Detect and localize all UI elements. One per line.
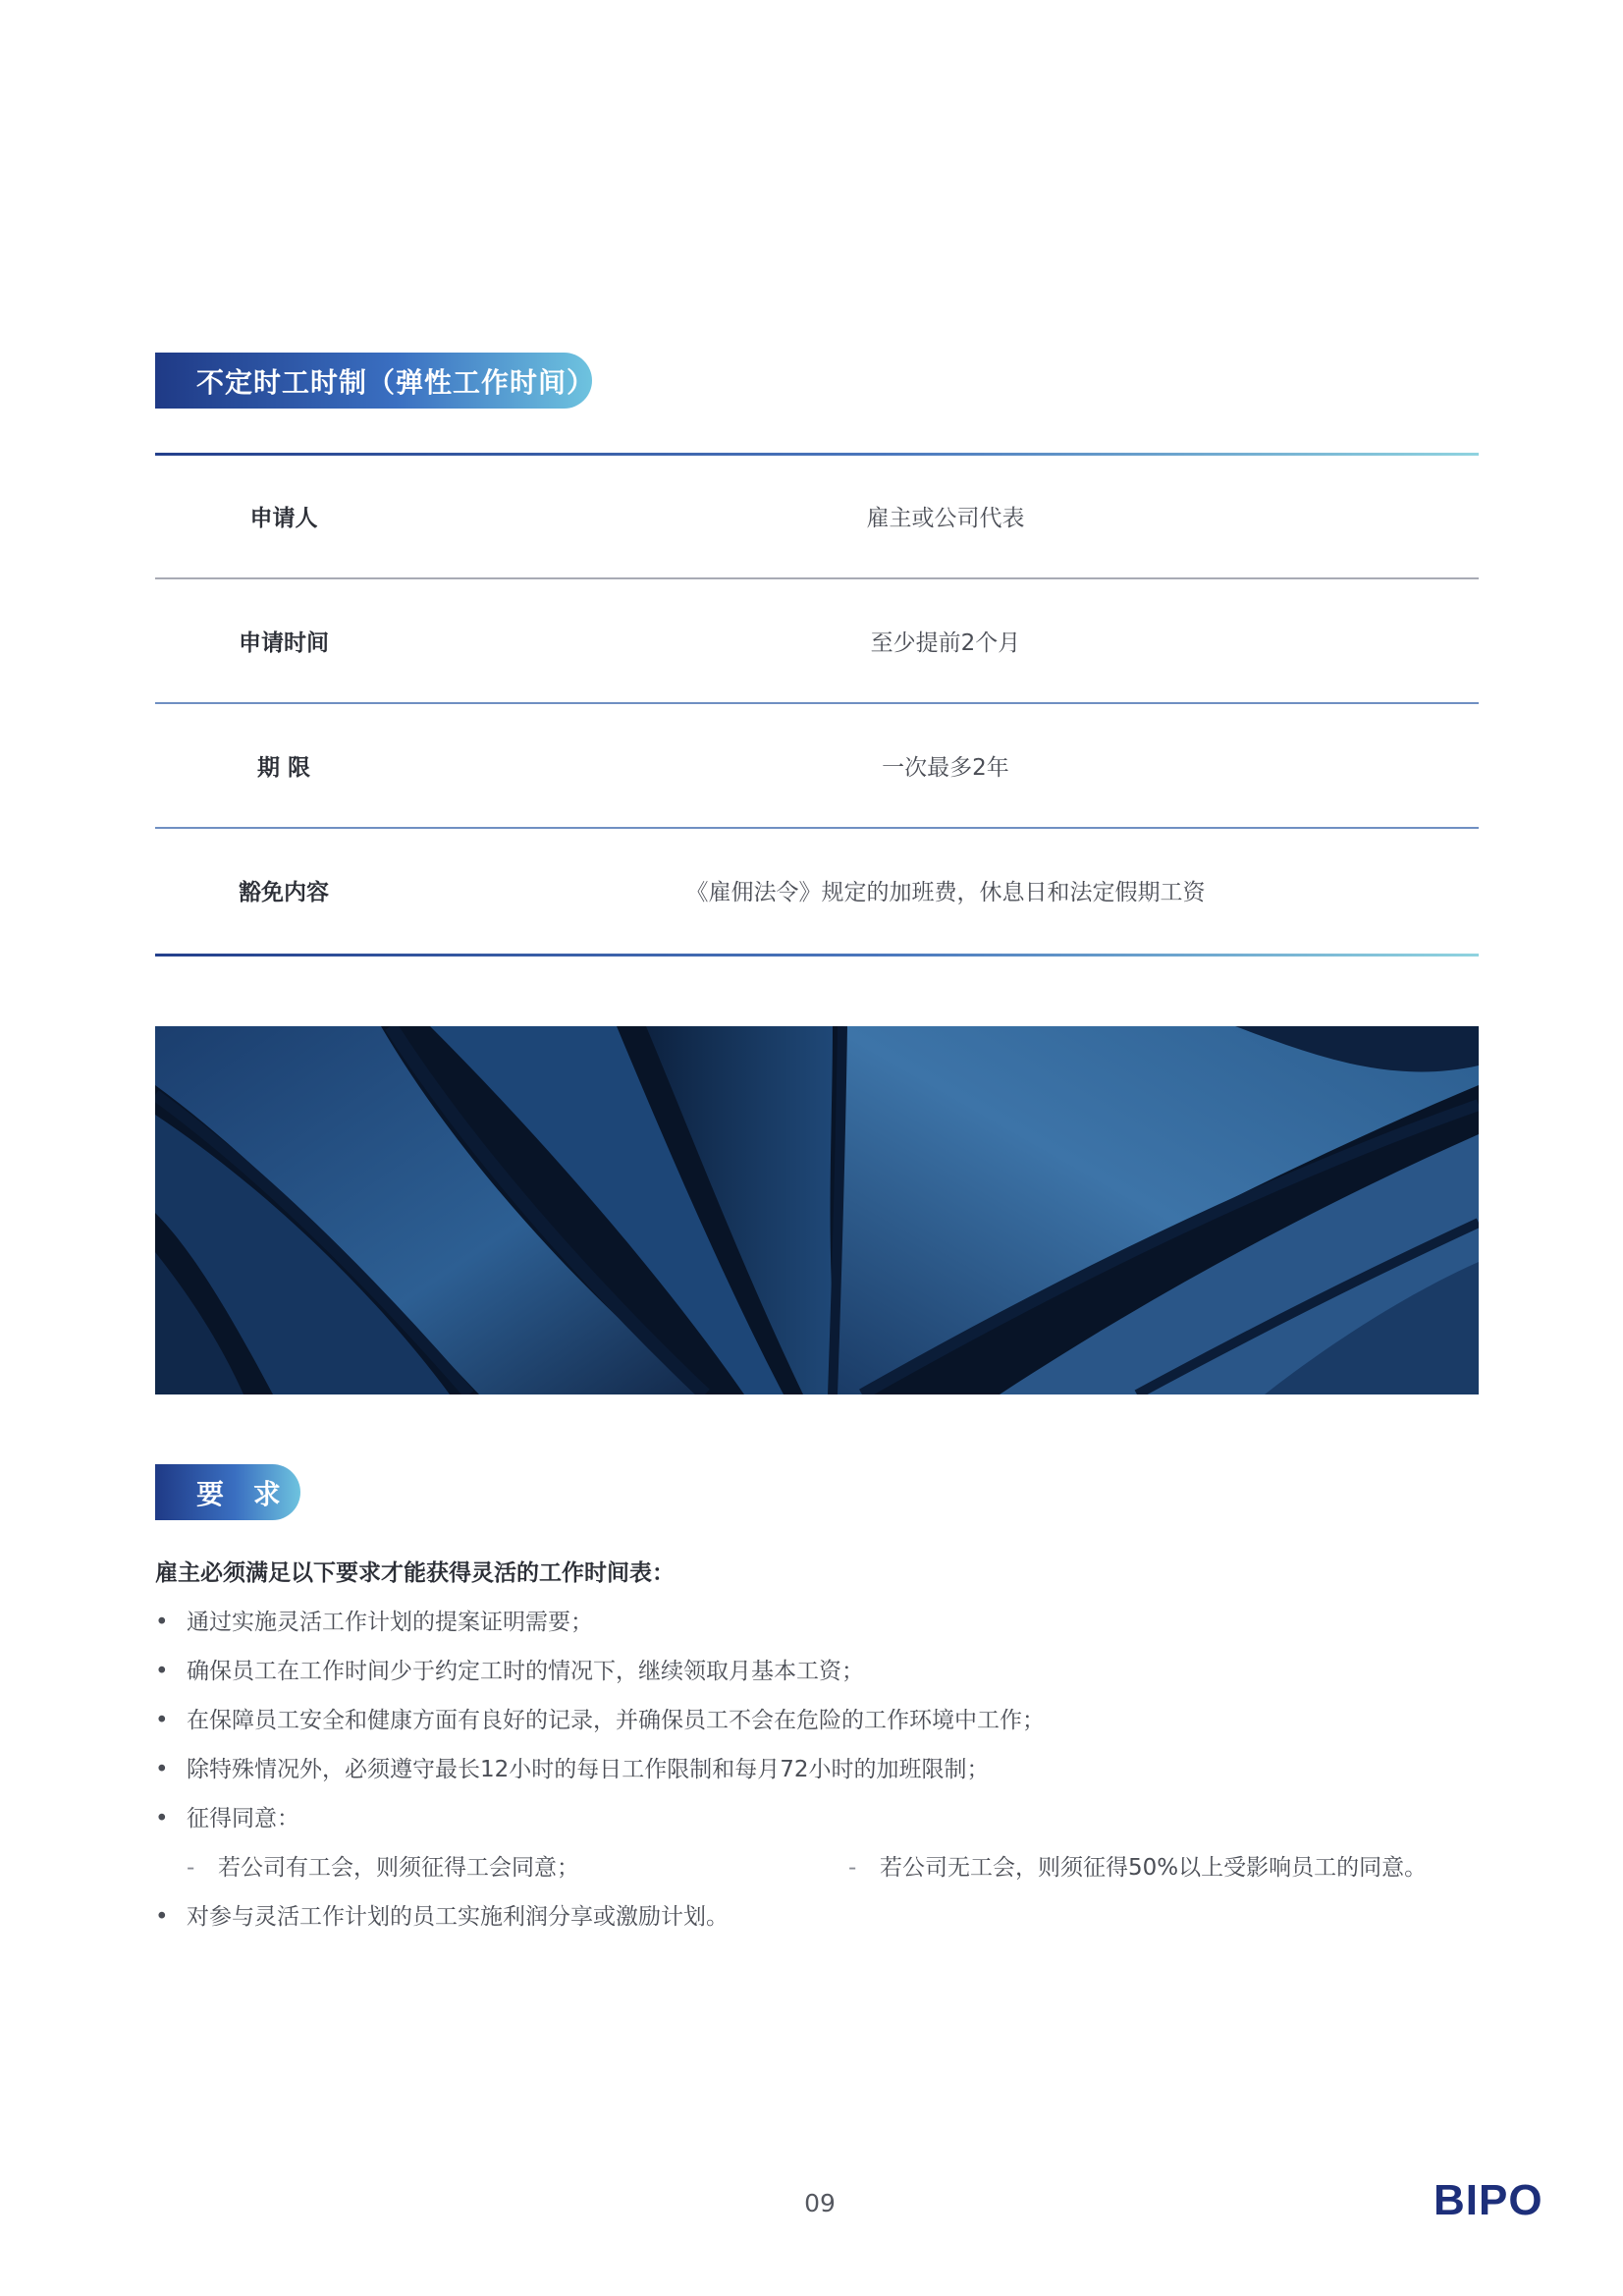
row-label: 期 限 xyxy=(256,755,310,781)
bullet-icon: • xyxy=(155,1904,169,1930)
table-row xyxy=(155,579,1479,702)
row-label: 申请人 xyxy=(249,506,318,531)
row-label: 豁免内容 xyxy=(239,880,329,905)
bullet-icon: • xyxy=(155,1610,169,1635)
row-value: 一次最多2年 xyxy=(882,755,1009,781)
table-row xyxy=(155,704,1479,827)
leaf-photo xyxy=(155,1026,1479,1394)
row-label: 申请时间 xyxy=(239,630,329,656)
sub-list-item: - 若公司有工会，则须征得工会同意； xyxy=(187,1855,579,1881)
list-item: • 在保障员工安全和健康方面有良好的记录，并确保员工不会在危险的工作环境中工作； xyxy=(155,1708,1045,1733)
bullet-icon: • xyxy=(155,1708,169,1733)
bullet-icon: • xyxy=(155,1757,169,1782)
dash-icon: - xyxy=(848,1855,857,1881)
list-item: • 对参与灵活工作计划的员工实施利润分享或激励计划。 xyxy=(155,1904,729,1930)
row-value: 雇主或公司代表 xyxy=(866,506,1025,531)
bullet-icon: • xyxy=(155,1806,169,1831)
list-item: • 除特殊情况外，必须遵守最长12小时的每日工作限制和每月72小时的加班限制； xyxy=(155,1757,990,1782)
requirements-title: 要 求 xyxy=(155,1464,300,1520)
table-bottom-rule xyxy=(155,954,1479,957)
sub-list-item: - 若公司无工会，则须征得50%以上受影响员工的同意。 xyxy=(848,1855,1428,1881)
table-row xyxy=(155,455,1479,577)
list-item: • 通过实施灵活工作计划的提案证明需要； xyxy=(155,1610,593,1635)
bullet-icon: • xyxy=(155,1659,169,1684)
list-item: • 确保员工在工作时间少于约定工时的情况下，继续领取月基本工资； xyxy=(155,1659,864,1684)
section-title: 不定时工时制（弹性工作时间） xyxy=(155,353,592,409)
dash-icon: - xyxy=(187,1855,195,1881)
table-row xyxy=(155,829,1479,952)
requirements-intro: 雇主必须满足以下要求才能获得灵活的工作时间表： xyxy=(155,1560,675,1586)
bipo-logo: BIPO xyxy=(1434,2176,1543,2224)
list-item: • 征得同意： xyxy=(155,1806,299,1831)
row-value: 至少提前2个月 xyxy=(870,630,1021,656)
page-number: 09 xyxy=(804,2189,836,2217)
row-value: 《雇佣法令》规定的加班费，休息日和法定假期工资 xyxy=(685,880,1206,905)
